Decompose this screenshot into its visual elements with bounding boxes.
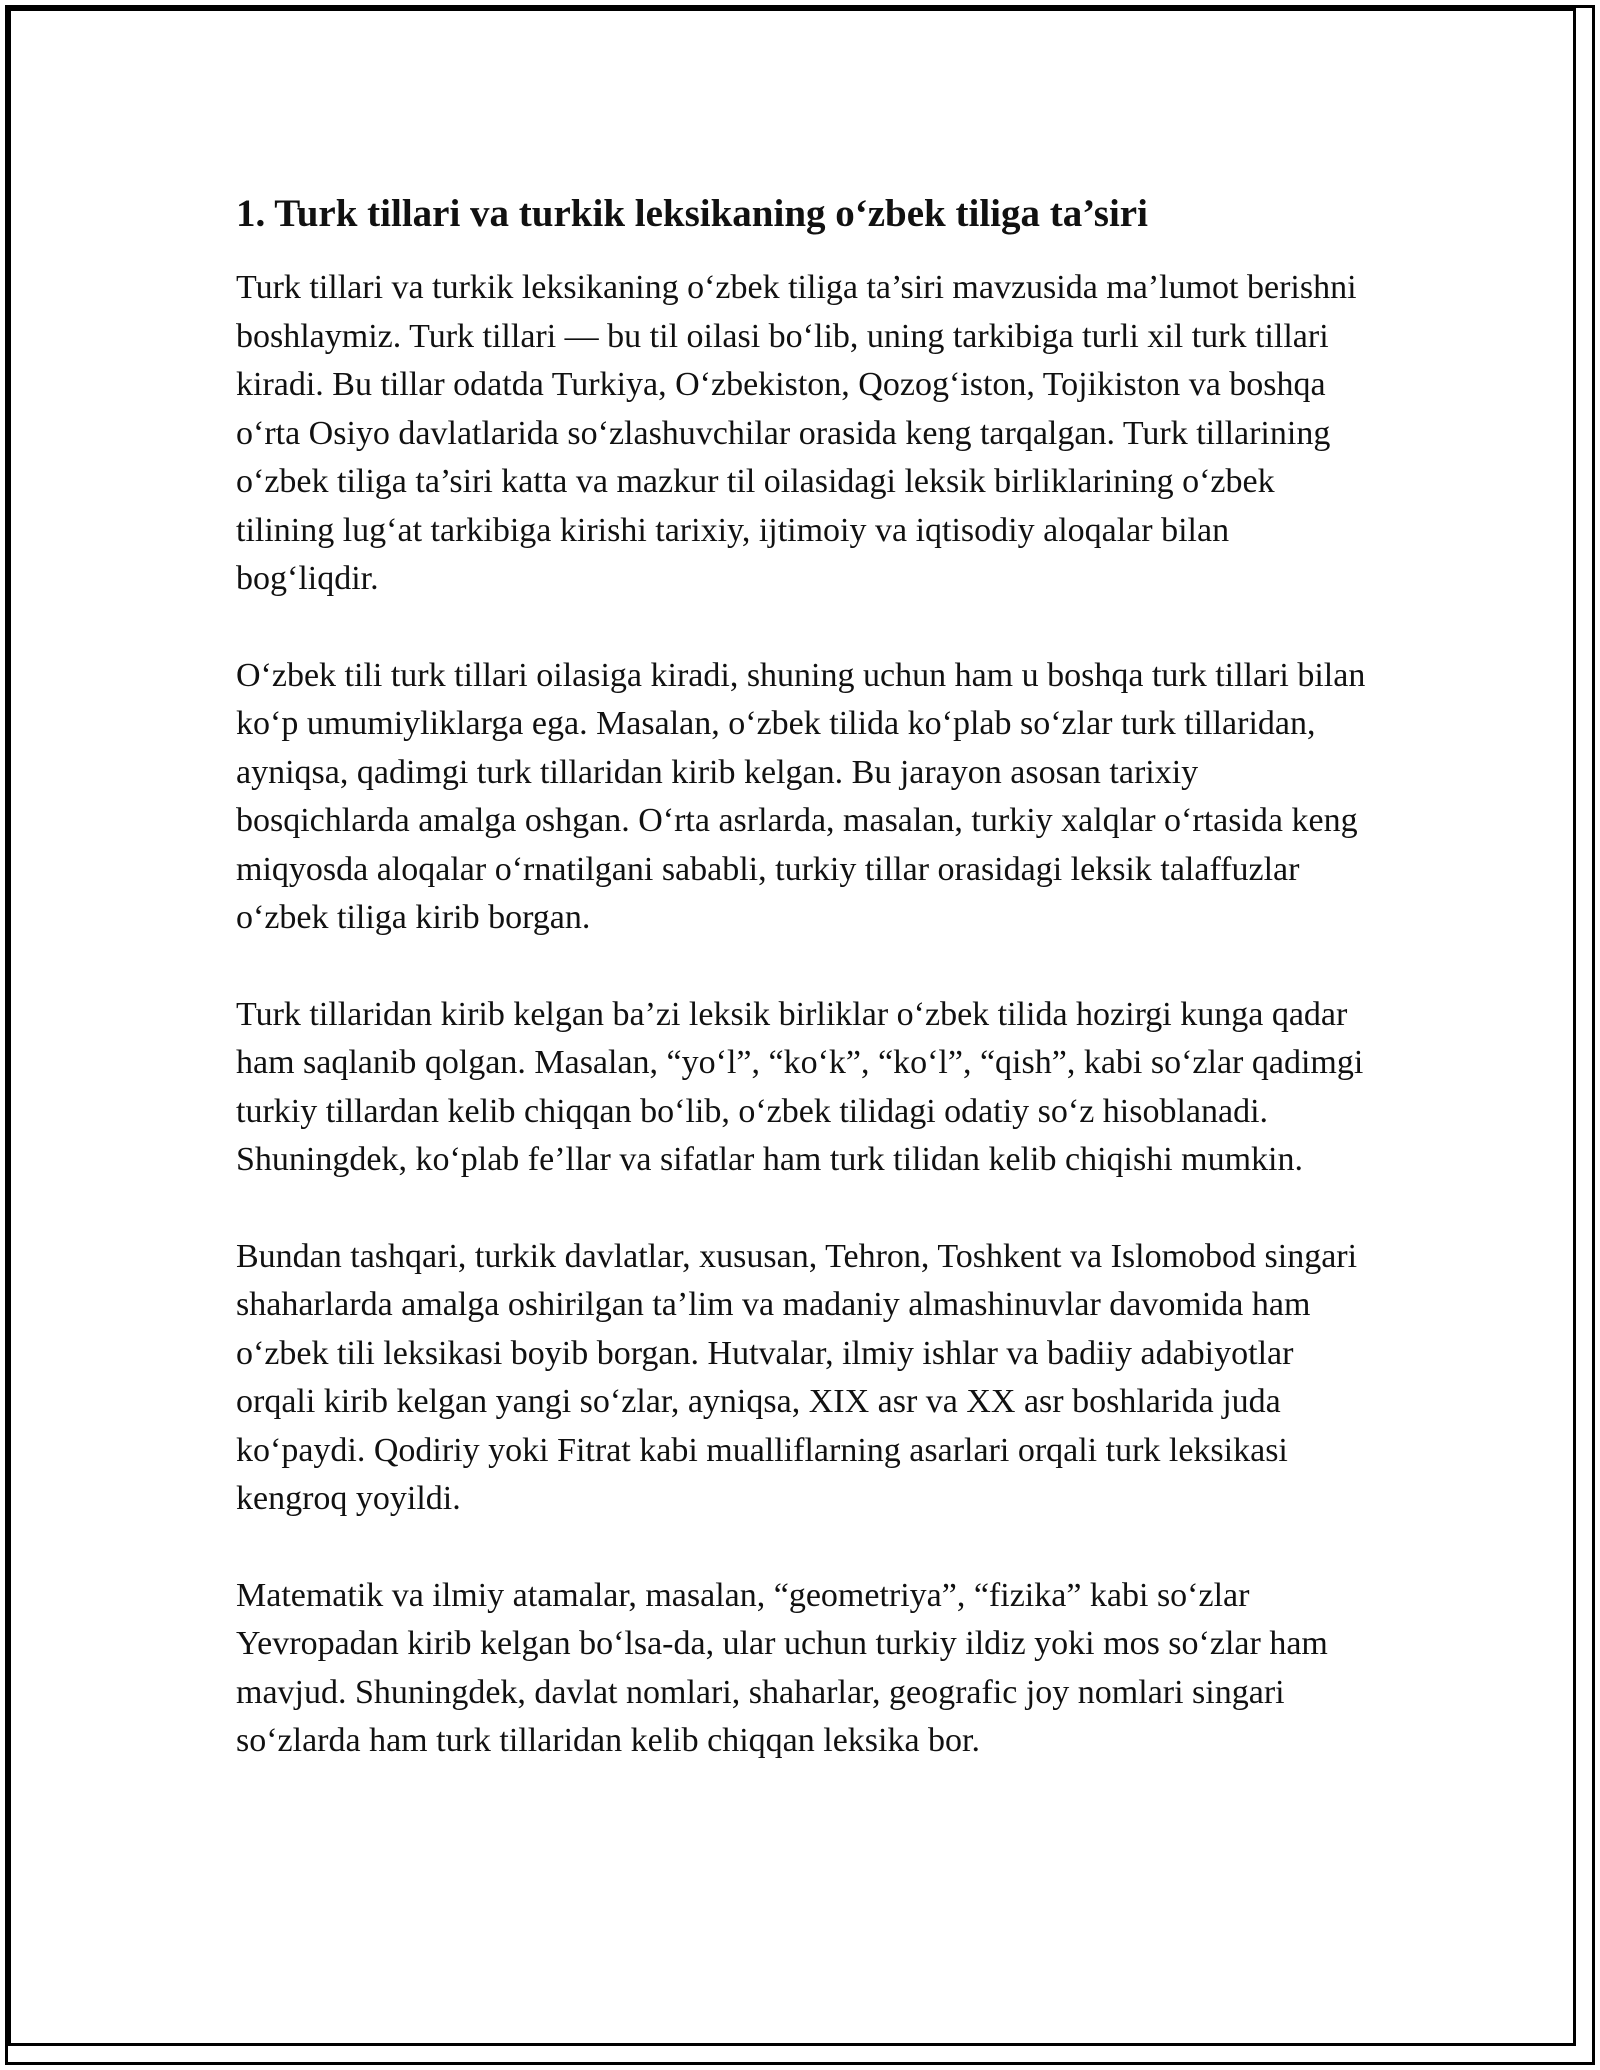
document-body bbox=[236, 188, 1366, 1814]
paragraph-1: Turk tillari va turkik leksikaning o‘zbek tiliga ta’siri mavzusida ma’lumot berishni boshlaymiz. Turk tillari — bu til oilasi bo‘lib, uning tarkibiga turli xil turk tillari kiradi. Bu tillar odatda Turkiya, O‘zbekiston, Qozog‘iston, Tojikiston va boshqa o‘rta Osiyo davlatlarida so‘zlashuvchilar orasida keng tarqalgan. Turk tillarining o‘zbek tiliga ta’siri katta va mazkur til oilasidagi leksik birliklarining o‘zbek tilining lug‘at tarkibiga kirishi tarixiy, ijtimoiy va iqtisodiy aloqalar bilan bog‘liqdir. bbox=[236, 269, 1357, 597]
paragraph-4: Bundan tashqari, turkik davlatlar, xususan, Tehron, Toshkent va Islomobod singari shaharlarda amalga oshirilgan ta’lim va madaniy almashinuvlar davomida ham o‘zbek tili leksikasi boyib borgan. Hutvalar, ilmiy ishlar va badiiy adabiyotlar orqali kirib kelgan yangi so‘zlar, ayniqsa, XIX asr va XX asr boshlarida juda ko‘paydi. Qodiriy yoki Fitrat kabi mualliflarning asarlari orqali turk leksikasi kengroq yoyildi. bbox=[236, 1237, 1358, 1517]
paragraph-5: Matematik va ilmiy atamalar, masalan, “geometriya”, “fizika” kabi so‘zlar Yevropadan kirib kelgan bo‘lsa-da, ular uchun turkiy ildiz yoki mos so‘zlar ham mavjud. Shuningdek, davlat nomlari, shaharlar, geografic joy nomlari singari so‘zlarda ham turk tillaridan kelib chiqqan leksika bor. bbox=[236, 1576, 1328, 1759]
section-heading: 1. Turk tillari va turkik leksikaning o‘zbek tiliga ta’siri bbox=[236, 192, 1148, 235]
paragraph-3: Turk tillaridan kirib kelgan ba’zi leksik birliklar o‘zbek tilida hozirgi kunga qadar ham saqlanib qolgan. Masalan, “yo‘l”, “ko‘k”, “ko‘l”, “qish”, kabi so‘zlar qadimgi turkiy tillardan kelib chiqqan bo‘lib, o‘zbek tilidagi odatiy so‘z hisoblanadi. Shuningdek, ko‘plab fe’llar va sifatlar ham turk tilidan kelib chiqishi mumkin. bbox=[236, 995, 1364, 1178]
paragraph-2: O‘zbek tili turk tillari oilasiga kiradi, shuning uchun ham u boshqa turk tillari bilan ko‘p umumiyliklarga ega. Masalan, o‘zbek tilida ko‘plab so‘zlar turk tillaridan, ayniqsa, qadimgi turk tillaridan kirib kelgan. Bu jarayon asosan tarixiy bosqichlarda amalga oshgan. O‘rta asrlarda, masalan, turkiy xalqlar o‘rtasida keng miqyosda aloqalar o‘rnatilgani sababli, turkiy tillar orasidagi leksik talaffuzlar o‘zbek tiliga kirib borgan. bbox=[236, 656, 1366, 936]
